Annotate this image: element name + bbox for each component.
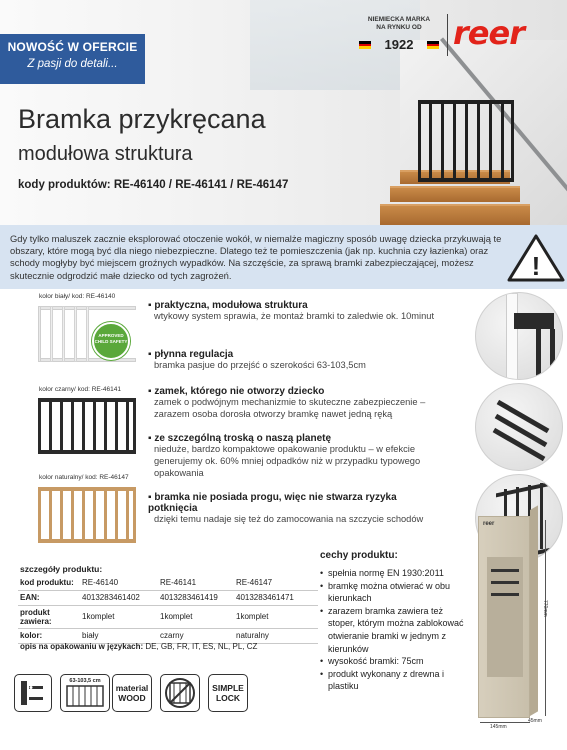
spec-value: RE-46141 (160, 577, 197, 587)
feature-no-threshold (148, 492, 448, 526)
brand-since-line1: NIEMIECKA MARKA (367, 16, 431, 23)
german-flag-icon (427, 41, 439, 49)
hero-gate-image (418, 100, 514, 182)
material-label: material (115, 683, 149, 693)
spec-value: czarny (160, 631, 184, 640)
gate-image-natural (38, 487, 136, 543)
child-safety-badge (92, 322, 130, 360)
spec-key: kod produktu: (20, 577, 74, 587)
variant-label-black: kolor czarny/ kod: RE-46141 (39, 386, 122, 393)
promo-banner (0, 34, 145, 84)
spec-value: 1komplet (82, 612, 115, 621)
list-item: • produkt wykonany z drewna i plastiku (320, 668, 470, 693)
spec-key: produkt zawiera: (20, 607, 52, 626)
list-item: • wysokość bramki: 75cm (320, 655, 470, 668)
spec-value: 4013283461471 (236, 593, 294, 602)
languages-label: opis na opakowaniu w językach: (20, 642, 144, 651)
feature-adjustment (148, 349, 448, 372)
stair-step (390, 186, 520, 202)
promo-title: NOWOŚĆ W OFERCIE (7, 40, 138, 54)
page-title: Bramka przykręcana (18, 104, 266, 134)
detail-photo-mount (475, 292, 563, 380)
width-range-label: 63-103,5 cm (69, 678, 101, 684)
detail-photo-modules (475, 383, 563, 471)
box-brand: reer (483, 521, 495, 527)
feature-body: bramka pasjue do przejść o szerokości 63-103,5cm (154, 360, 366, 370)
variant-label-white: kolor biały/ kod: RE-46140 (39, 293, 116, 300)
spec-key: kolor: (20, 631, 43, 640)
no-threshold-icon (160, 674, 200, 712)
gate-outline-icon (65, 684, 105, 708)
product-features-list (320, 550, 470, 693)
table-row (18, 628, 318, 643)
product-codes: kody produktów: RE-46140 / RE-46141 / RE-46147 (18, 179, 289, 191)
box-depth-label: 45mm (528, 718, 542, 724)
feature-body: wtykowy system sprawia, że montaż bramki to zaledwie ok. 10minut (154, 311, 435, 321)
table-row (18, 590, 318, 605)
features-list-title: cechy produktu: (320, 550, 398, 561)
warning-symbol: ! (531, 251, 541, 281)
feature-title: ▪ ze szczególną troską o naszą planetę (148, 433, 332, 444)
intro-panel (0, 225, 567, 289)
brand-since (357, 16, 441, 32)
box-width-label: 145mm (490, 724, 507, 730)
list-item: • spełnia normę EN 1930:2011 (320, 567, 470, 580)
wall-mount-icon (14, 674, 52, 712)
feature-body: nieduże, bardzo kompaktowe opakowanie produktu – w efekcie generujemy ok. 60% mniej odpadków niż w przypadku typowego opakowania (154, 444, 421, 478)
feature-title: ▪ praktyczna, modułowa struktura (148, 300, 308, 311)
box-height-label: 770mm (542, 600, 548, 617)
spec-value: naturalny (236, 631, 269, 640)
product-box-side (530, 505, 538, 716)
spec-key: EAN: (20, 593, 40, 602)
spec-value: biały (82, 631, 99, 640)
specs-languages (20, 642, 257, 651)
table-row (18, 605, 318, 628)
feature-modular (148, 300, 448, 323)
spec-value: RE-46140 (82, 577, 119, 587)
list-item: • bramkę można otwierać w obu kierunkach (320, 580, 470, 605)
spec-value: 1komplet (160, 612, 193, 621)
feature-title: ▪ bramka nie posiada progu, więc nie stwarza ryzyka potknięcia (148, 492, 397, 514)
feature-body: zamek o podwójnym mechanizmie to skuteczne zabezpieczenie – zarazem osoba dorosła otworzy bramkę nawet jedną ręką (154, 397, 426, 419)
stair-step (380, 204, 530, 225)
specs-title: szczegóły produktu: (20, 564, 103, 574)
material-value: WOOD (118, 693, 146, 703)
feature-title: ▪ zamek, którego nie otworzy dziecko (148, 386, 325, 397)
table-row (18, 575, 318, 590)
brand-logo: reer (453, 14, 524, 52)
feature-title: ▪ płynna regulacja (148, 349, 234, 360)
lock-label: SIMPLE (212, 683, 244, 693)
brand-year: 1922 (384, 37, 414, 52)
specs-table (18, 575, 318, 644)
intro-text: Gdy tylko maluszek zacznie eksplorować otoczenie wokół, w niemalże magiczny sposób uwagę dziecka przykuwają te obszary, które mogą być dla niego niebezpieczne. Dlatego też te pomieszczenia (jak np. kuchnia czy łazienka) oraz schody mogłyby być miejscem groźnych wypadków. Na szczęście, za sprawą bramki zabezpieczającej, możesz skutecznie odgrodzić małe dziecko od tych zagrożeń. (10, 233, 502, 281)
warning-icon (506, 233, 566, 283)
simple-lock-icon (208, 674, 248, 712)
badge-text: APPROVED CHILD SAFETY (94, 333, 128, 344)
width-range-icon (60, 674, 110, 712)
gate-image-black (38, 398, 136, 454)
variant-label-natural: kolor naturalny/ kod: RE-46147 (39, 474, 129, 481)
brand-block (357, 10, 557, 60)
list-item: • zarazem bramka zawiera też stoper, którym można zablokować otwieranie bramki w jednym z kierunków (320, 605, 470, 655)
spec-value: 1komplet (236, 612, 269, 621)
languages-value: DE, GB, FR, IT, ES, NL, PL, CZ (143, 642, 258, 651)
product-box-image (478, 516, 530, 718)
material-wood-icon (112, 674, 152, 712)
spec-value: 4013283461402 (82, 593, 140, 602)
lock-value: LOCK (215, 693, 241, 703)
spec-value: 4013283461419 (160, 593, 218, 602)
brand-since-line2: NA RYNKU OD (376, 24, 422, 31)
box-height-dimension (545, 520, 546, 716)
feature-lock (148, 386, 448, 421)
spec-value: RE-46147 (236, 577, 273, 587)
page-subtitle: modułowa struktura (18, 143, 193, 165)
box-width-dimension (480, 722, 530, 723)
promo-tagline: Z pasji do detali... (27, 58, 118, 70)
feature-body: dzięki temu nadaje się też do zamocowania na szczycie schodów (154, 514, 424, 524)
feature-eco (148, 433, 448, 479)
brand-divider (447, 14, 448, 56)
